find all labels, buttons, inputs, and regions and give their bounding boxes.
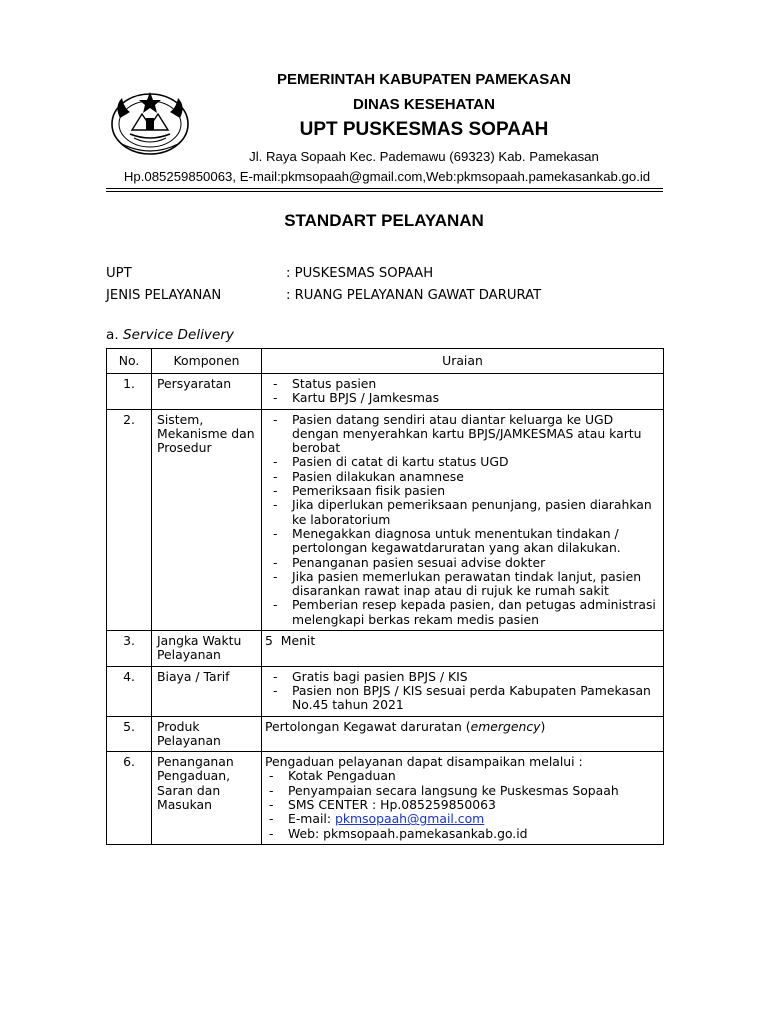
list-item: - Jika pasien memerlukan perawatan tindak lanjut, pasien disarankan rawat inap atau di rujuk ke rumah sakit — [267, 570, 658, 599]
row-no: 5. — [107, 716, 152, 752]
list-item: - Pemberian resep kepada pasien, dan petugas administrasi melengkapi berkas rekam medis pasien — [267, 598, 658, 627]
table-row — [107, 666, 664, 716]
list-item: - Pasien dilakukan anamnese — [267, 470, 658, 484]
list-item: - Kartu BPJS / Jamkesmas — [267, 391, 658, 405]
table-header-row — [107, 349, 664, 374]
section-title: Service Delivery — [122, 327, 234, 343]
row-component: Jangka Waktu Pelayanan — [152, 631, 262, 667]
list-item: - Penanganan pasien sesuai advise dokter — [267, 556, 658, 570]
row-description — [262, 752, 664, 845]
list-item: - Pasien datang sendiri atau diantar keluarga ke UGD dengan menyerahkan kartu BPJS/JAMKESMAS atau kartu berobat — [267, 413, 658, 456]
letterhead-divider — [106, 191, 663, 192]
row-description — [262, 716, 664, 752]
header-no: No. — [107, 349, 152, 374]
table-row — [107, 752, 664, 845]
list-item: - Pasien di catat di kartu status UGD — [267, 455, 658, 469]
meta-service-value: : RUANG PELAYANAN GAWAT DARURAT — [286, 288, 542, 303]
letterhead-address: Jl. Raya Sopaah Kec. Pademawu (69323) Kab. Pamekasan — [249, 149, 599, 164]
row-no: 1. — [107, 374, 152, 410]
meta-upt-label: UPT — [106, 266, 132, 281]
meta-service-label: JENIS PELAYANAN — [106, 288, 222, 303]
meta-upt-value: : PUSKESMAS SOPAAH — [286, 266, 434, 281]
product-text-end: ) — [540, 718, 546, 734]
header-description: Uraian — [262, 349, 664, 374]
letterhead-contact: Hp.085259850063, E-mail:pkmsopaah@gmail.com,Web:pkmsopaah.pamekasankab.go.id — [123, 169, 651, 184]
meta-upt — [106, 266, 434, 281]
section-prefix: a. — [106, 327, 119, 343]
list-item: - Status pasien — [267, 377, 658, 391]
product-text-italic: emergency — [470, 718, 541, 734]
list-item: - Web: pkmsopaah.pamekasankab.go.id — [263, 827, 658, 841]
product-text: Pertolongan Kegawat daruratan ( — [265, 718, 471, 734]
table-row — [107, 374, 664, 410]
row-description — [262, 666, 664, 716]
letterhead-department: DINAS KESEHATAN — [353, 96, 495, 113]
complaint-intro: Pengaduan pelayanan dapat disampaikan melalui : — [265, 754, 583, 770]
list-item: - Jika diperlukan pemeriksaan penunjang, pasien diarahkan ke laboratorium — [267, 498, 658, 527]
list-item: - Pemeriksaan fisik pasien — [267, 484, 658, 498]
row-no: 3. — [107, 631, 152, 667]
list-item: - Menegakkan diagnosa untuk menentukan tindakan / pertolongan kegawatdaruratan yang akan dilakukan. — [267, 527, 658, 556]
letterhead-divider — [106, 188, 663, 189]
list-item: - Penyampaian secara langsung ke Puskesmas Sopaah — [263, 784, 658, 798]
row-component: Persyaratan — [152, 374, 262, 410]
row-no: 2. — [107, 409, 152, 630]
table-row — [107, 716, 664, 752]
row-component: Sistem, Mekanisme dan Prosedur — [152, 409, 262, 630]
list-item — [263, 812, 658, 826]
service-table — [106, 348, 664, 845]
row-description — [262, 374, 664, 410]
list-item: - SMS CENTER : Hp.085259850063 — [263, 798, 658, 812]
list-item: - Kotak Pengaduan — [263, 769, 658, 783]
row-component: Biaya / Tarif — [152, 666, 262, 716]
document-title: STANDART PELAYANAN — [284, 211, 484, 230]
row-description — [262, 409, 664, 630]
row-description: 5 Menit — [262, 631, 664, 667]
table-row — [107, 631, 664, 667]
row-component: Produk Pelayanan — [152, 716, 262, 752]
letterhead-government: PEMERINTAH KABUPATEN PAMEKASAN — [277, 71, 571, 88]
meta-service — [106, 288, 542, 303]
section-heading — [106, 327, 234, 343]
row-component: Penanganan Pengaduan, Saran dan Masukan — [152, 752, 262, 845]
row-no: 4. — [107, 666, 152, 716]
header-component: Komponen — [152, 349, 262, 374]
list-item: - Gratis bagi pasien BPJS / KIS — [267, 670, 658, 684]
row-no: 6. — [107, 752, 152, 845]
letterhead-organization: UPT PUSKESMAS SOPAAH — [299, 119, 549, 140]
email-link[interactable]: pkmsopaah@gmail.com — [334, 811, 485, 827]
list-item: - Pasien non BPJS / KIS sesuai perda Kabupaten Pamekasan No.45 tahun 2021 — [267, 684, 658, 713]
table-row — [107, 409, 664, 630]
email-label: E-mail: — [288, 811, 335, 827]
